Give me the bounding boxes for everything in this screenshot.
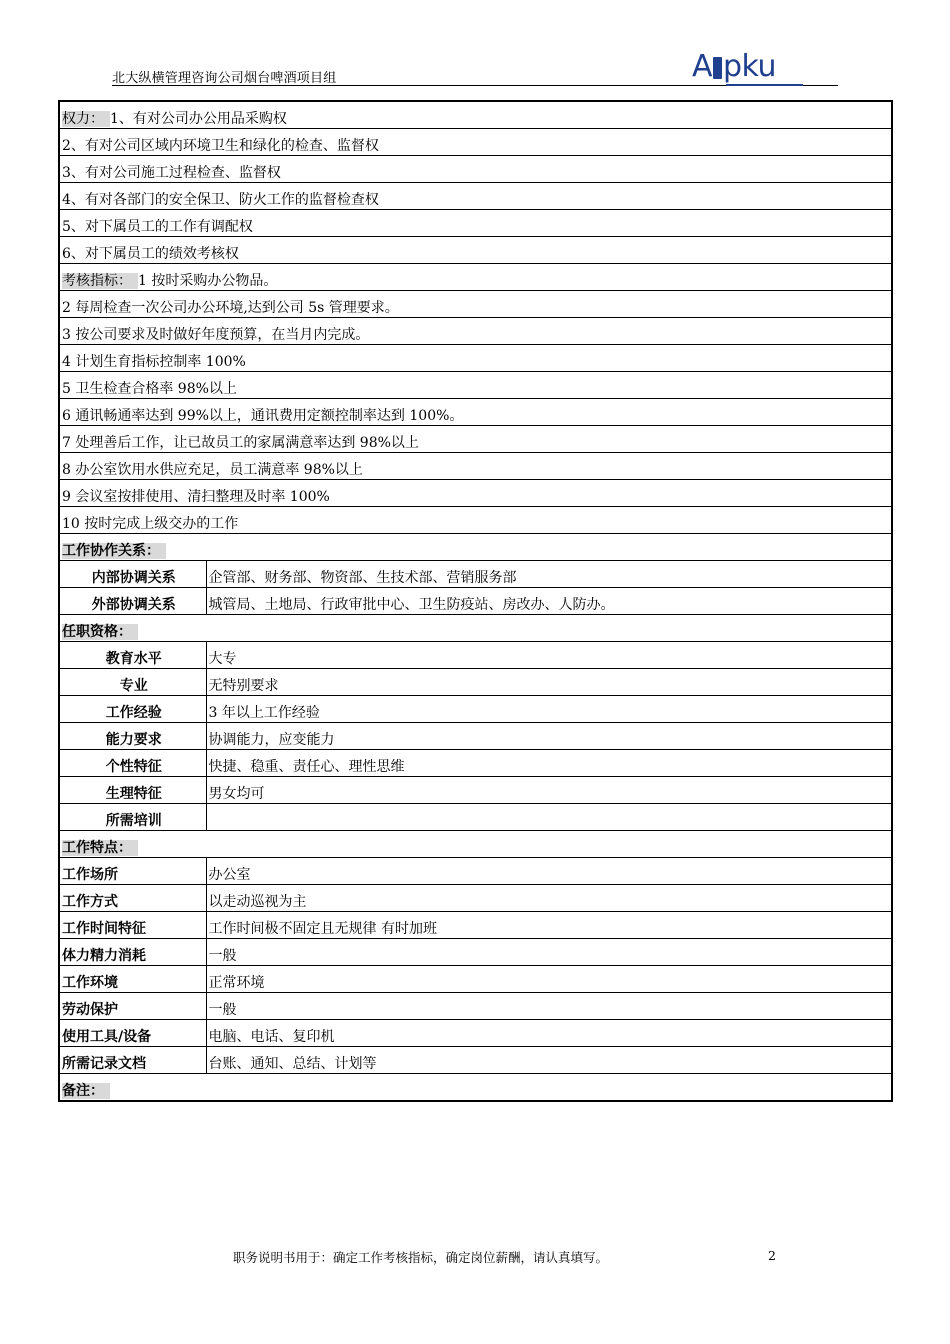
kpi-row: [59, 480, 892, 507]
kpi-row: [59, 399, 892, 426]
kpi-item: 3 按公司要求及时做好年度预算，在当月内完成。: [59, 318, 892, 345]
kpi-item: 4 计划生育指标控制率 100%: [59, 345, 892, 372]
kpi-row: [59, 345, 892, 372]
qualification-row-value: 快捷、稳重、责任心、理性思维: [206, 750, 892, 777]
qualification-row-label: 个性特征: [59, 750, 206, 777]
features-row-value: 台账、通知、总结、计划等: [206, 1047, 892, 1074]
kpi-item: 9 会议室按排使用、清扫整理及时率 100%: [59, 480, 892, 507]
cooperation-row: [59, 561, 892, 588]
features-row-value: 一般: [206, 939, 892, 966]
cooperation-row-value: 城管局、土地局、行政审批中心、卫生防疫站、房改办、人防办。: [206, 588, 892, 615]
footer-note: 职务说明书用于：确定工作考核指标，确定岗位薪酬，请认真填写。: [233, 1250, 609, 1265]
features-row-label: 劳动保护: [59, 993, 206, 1020]
cooperation-row-label: 内部协调关系: [59, 561, 206, 588]
features-row: [59, 912, 892, 939]
authority-label: 权力：: [62, 111, 110, 127]
alpku-logo: [692, 51, 776, 83]
features-row-label: 工作场所: [59, 858, 206, 885]
qualification-row-label: 所需培训: [59, 804, 206, 831]
cooperation-row-value: 企管部、财务部、物资部、生技术部、营销服务部: [206, 561, 892, 588]
kpi-item: 2 每周检查一次公司办公环境,达到公司 5s 管理要求。: [59, 291, 892, 318]
kpi-item: 8 办公室饮用水供应充足，员工满意率 98%以上: [59, 453, 892, 480]
authority-item: 4、有对各部门的安全保卫、防火工作的监督检查权: [59, 183, 892, 210]
authority-row: [59, 129, 892, 156]
qualification-row-value: 3 年以上工作经验: [206, 696, 892, 723]
authority-item: 2、有对公司区域内环境卫生和绿化的检查、监督权: [59, 129, 892, 156]
qualification-row: [59, 696, 892, 723]
kpi-row: [59, 507, 892, 534]
authority-row: [59, 210, 892, 237]
qualification-row-label: 工作经验: [59, 696, 206, 723]
qualification-row-value: 协调能力，应变能力: [206, 723, 892, 750]
remarks-row: [59, 1074, 892, 1102]
authority-row: [59, 156, 892, 183]
logo-letter-a: A: [691, 49, 712, 84]
kpi-row: [59, 453, 892, 480]
kpi-row: [59, 264, 892, 291]
authority-row: [59, 183, 892, 210]
page-number: 2: [768, 1248, 776, 1263]
features-row: [59, 939, 892, 966]
features-row: [59, 993, 892, 1020]
logo-underline: [726, 84, 803, 86]
features-row-label: 体力精力消耗: [59, 939, 206, 966]
features-row-label: 工作方式: [59, 885, 206, 912]
qualification-row-value: 无特别要求: [206, 669, 892, 696]
job-description-table: [58, 100, 893, 1102]
qualification-row-label: 专业: [59, 669, 206, 696]
features-row-label: 所需记录文档: [59, 1047, 206, 1074]
qualification-row-label: 能力要求: [59, 723, 206, 750]
authority-item: 1、有对公司办公用品采购权: [110, 111, 287, 127]
cooperation-row: [59, 588, 892, 615]
features-row-label: 工作环境: [59, 966, 206, 993]
qualification-row-value: 大专: [206, 642, 892, 669]
authority-row: [59, 101, 892, 129]
features-row-label: 使用工具/设备: [59, 1020, 206, 1047]
features-row-value: 以走动巡视为主: [206, 885, 892, 912]
qualification-label: 任职资格：: [62, 624, 138, 640]
qualification-row: [59, 750, 892, 777]
kpi-item: 10 按时完成上级交办的工作: [59, 507, 892, 534]
qualification-row-label: 生理特征: [59, 777, 206, 804]
logo-letters-pku: pku: [722, 49, 776, 84]
kpi-item: 5 卫生检查合格率 98%以上: [59, 372, 892, 399]
features-row: [59, 966, 892, 993]
features-row: [59, 1020, 892, 1047]
qualification-row: [59, 669, 892, 696]
features-row: [59, 885, 892, 912]
features-row-value: 工作时间极不固定且无规律 有时加班: [206, 912, 892, 939]
authority-item: 5、对下属员工的工作有调配权: [59, 210, 892, 237]
features-section-row: [59, 831, 892, 858]
kpi-label: 考核指标：: [62, 273, 138, 289]
authority-row: [59, 237, 892, 264]
qualification-row-label: 教育水平: [59, 642, 206, 669]
qualification-row: [59, 723, 892, 750]
qualification-row: [59, 777, 892, 804]
kpi-item: 1 按时采购办公物品。: [138, 273, 278, 289]
cooperation-section-row: [59, 534, 892, 561]
cooperation-row-label: 外部协调关系: [59, 588, 206, 615]
qualification-row-value: [206, 804, 892, 831]
features-label: 工作特点：: [62, 840, 138, 856]
cooperation-label: 工作协作关系：: [62, 543, 166, 559]
logo-bar-icon: [713, 57, 722, 79]
features-row-value: 电脑、电话、复印机: [206, 1020, 892, 1047]
qualification-section-row: [59, 615, 892, 642]
authority-item: 6、对下属员工的绩效考核权: [59, 237, 892, 264]
kpi-item: 7 处理善后工作，让已故员工的家属满意率达到 98%以上: [59, 426, 892, 453]
features-row-label: 工作时间特征: [59, 912, 206, 939]
qualification-row-value: 男女均可: [206, 777, 892, 804]
page-header: [112, 50, 838, 86]
kpi-item: 6 通讯畅通率达到 99%以上，通讯费用定额控制率达到 100%。: [59, 399, 892, 426]
remarks-label: 备注：: [62, 1083, 110, 1099]
header-title: 北大纵横管理咨询公司烟台啤酒项目组: [112, 71, 337, 86]
qualification-row: [59, 642, 892, 669]
features-row-value: 正常环境: [206, 966, 892, 993]
features-row: [59, 858, 892, 885]
features-row: [59, 1047, 892, 1074]
kpi-row: [59, 372, 892, 399]
kpi-row: [59, 426, 892, 453]
authority-item: 3、有对公司施工过程检查、监督权: [59, 156, 892, 183]
kpi-row: [59, 291, 892, 318]
qualification-row: [59, 804, 892, 831]
features-row-value: 一般: [206, 993, 892, 1020]
features-row-value: 办公室: [206, 858, 892, 885]
kpi-row: [59, 318, 892, 345]
